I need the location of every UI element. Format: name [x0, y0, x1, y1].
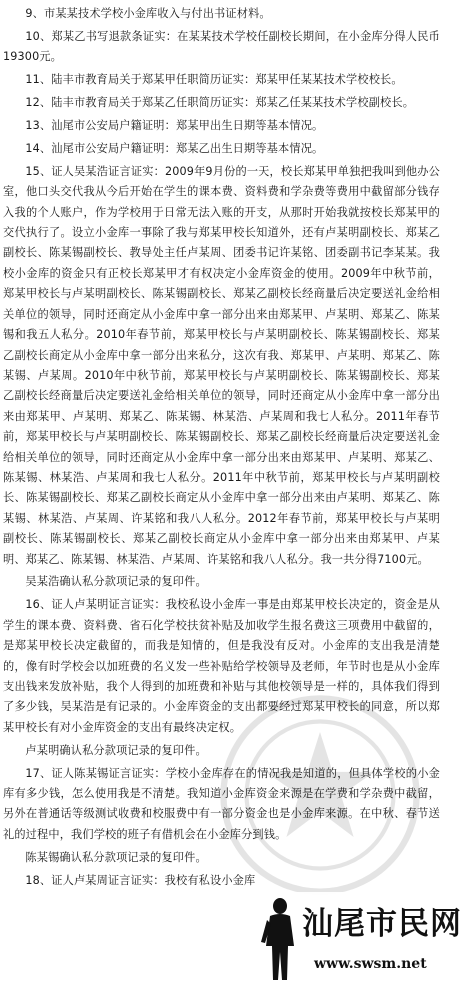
record-confirmation-note: 吴某浩确认私分款项记录的复印件。	[25, 575, 207, 589]
paragraph-item-12: 12、陆丰市教育局关于郑某乙任职简历证实：郑某乙任某某技术学校副校长。	[25, 96, 415, 110]
site-logo	[256, 892, 462, 984]
paragraph-item-10: 10、郑某乙书写退款条证实：在某某技术学校任副校长期间，在小金库分得人民币19300元。	[3, 29, 440, 64]
paragraph-item-14: 14、汕尾市公安局户籍证明：郑某乙出生日期等基本情况。	[25, 141, 324, 155]
paragraph-item-13: 13、汕尾市公安局户籍证明：郑某甲出生日期等基本情况。	[25, 119, 324, 133]
paragraph-item-18-testimony: 18、证人卢某周证言证实：我校有私设小金库	[25, 873, 256, 887]
paragraph-item-9: 9、市某某技术学校小金库收入与付出书证材料。	[25, 7, 271, 20]
record-confirmation-note: 卢某明确认私分款项记录的复印件。	[25, 743, 207, 757]
paragraph-item-17-testimony: 17、证人陈某锡证言证实：学校小金库存在的情况我是知道的，但具体学校的小金库有多少钱，怎么使用我是不清楚。我知道小金库资金来源是在学费和学杂费中截留，另外在普通话等级测试收费和校服费中有一部分资金也是小金库来源。在中秋、春节送礼的过程中，我们学校的班子有借机会在小金库分到钱。	[3, 766, 440, 841]
paragraph-item-16-testimony: 16、证人卢某明证言证实：我校私设小金库一事是由郑某甲校长决定的，资金是从学生的课本费、资料费、省石化学校扶贫补贴及加收学生报名费这三项费用中截留的，是郑某甲校长决定截留的，而我是知情的，但是我没有反对。小金库的支出我是清楚的，像有时学校会以加班费的名义发一些补贴给学校领导及老师，年节时也是从小金库支出钱来发放补贴，我个人得到的加班费和补贴与其他校领导是一样的，具体我们得到了多少钱，吴某浩是有记录的。小金库资金的支出都要经过郑某甲校长的同意，所以郑某甲校长有对小金库资金的支出有最终决定权。	[3, 598, 440, 734]
record-confirmation-note: 陈某锡确认私分款项记录的复印件。	[25, 850, 207, 864]
site-logo-url: www.swsm.net	[314, 956, 427, 972]
paragraph-item-15-testimony: 15、证人吴某浩证言证实：2009年9月份的一天，校长郑某甲单独把我叫到他办公室，他口头交代我从今后开始在学生的课本费、资料费和学杂费等费用中截留部分钱存入我的个人账户，作为学校用于日常无法入账的开支，从那时开始我就按校长郑某甲的交代执行了。设立小金库一事除了我与郑某甲校长知道外，还有卢某明副校长、郑某乙副校长、陈某锡副校长、教导处主任卢某周、团委书记许某铭、团委副书记李某某。我校小金库的资金只有正校长郑某甲才有权决定小金库资金的使用。2009年中秋节前，郑某甲校长与卢某明副校长、陈某锡副校长、郑某乙副校长经商量后决定要送礼金给相关单位的领导，同时还商定从小金库中拿一部分出来由郑某甲、卢某明、郑某乙、陈某锡和我五人私分。2010年春节前，郑某甲校长与卢某明副校长、陈某锡副校长、郑某乙副校长商定从小金库中拿一部分出来私分，这次有我、郑某甲、卢某明、郑某乙、陈某锡、卢某周。2010年中秋节前，郑某甲校长与卢某明副校长、陈某锡副校长、郑某乙副校长经商量后决定要送礼金给相关单位的领导，同时还商定从小金库中拿一部分出来由郑某甲、卢某明、郑某乙、陈某锡、林某浩、卢某周和我七人私分。2011年春节前，郑某甲校长与卢某明副校长、陈某锡副校长、郑某乙副校长经商量后决定要送礼金给相关单位的领导，同时还商定从小金库中拿一部分出来由郑某甲、卢某明、郑某乙、陈某锡、林某浩、卢某周和我七人私分。2011年中秋节前，郑某甲校长与卢某明副校长、陈某锡副校长、郑某乙副校长商定从小金库中拿一部分出来由卢某明、郑某乙、陈某锡、林某浩、卢某周、许某铭和我八人私分。2012年春节前，郑某甲校长与卢某明副校长、陈某锡副校长、郑某乙副校长商定从小金库中拿一部分出来由郑某甲、卢某明、郑某乙、陈某锡、林某浩、卢某周、许某铭和我八人私分。我一共分得7100元。	[3, 164, 440, 566]
paragraph-item-11: 11、陆丰市教育局关于郑某甲任职简历证实：郑某甲任某某技术学校校长。	[25, 73, 403, 87]
site-logo-title: 汕尾市民网	[302, 906, 462, 942]
person-silhouette-icon	[258, 896, 302, 982]
